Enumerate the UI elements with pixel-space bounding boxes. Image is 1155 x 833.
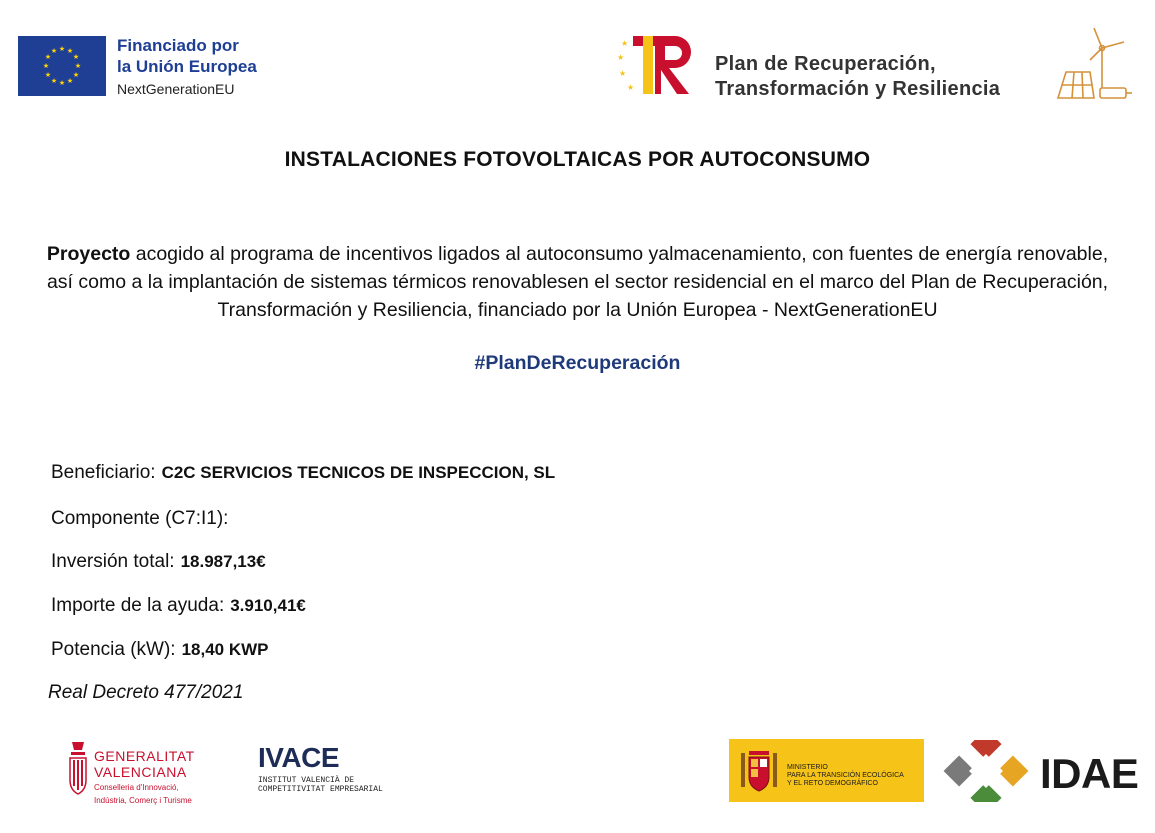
idae-wordmark: IDAE (1040, 750, 1139, 797)
eu-line-3: NextGenerationEU (117, 81, 235, 97)
svg-text:★: ★ (66, 47, 74, 55)
prtr-logo (617, 32, 697, 98)
svg-text:★: ★ (44, 53, 52, 61)
svg-text:★: ★ (72, 53, 80, 61)
generalitat-valenciana-text (94, 748, 195, 806)
power-value: 18,40 KWP (181, 640, 269, 659)
ivace-sub-1: INSTITUT VALENCIÀ DE (258, 776, 355, 785)
svg-text:★: ★ (72, 71, 80, 79)
investment-value: 18.987,13€ (180, 552, 266, 571)
ministry-logo (729, 739, 924, 802)
power-row (51, 639, 269, 661)
project-text: acogido al programa de incentivos ligados al autoconsumo yalmacenamiento, con fuentes de energía renovable, así como a la implantación de sistemas térmicos renovablesen el sector residencial en el marco del Plan de Recuperación, Transformación y Resiliencia, financiado por la Unión Europea - NextGenerationEU (46, 243, 1109, 321)
ivace-logo: IVACE (258, 742, 339, 773)
idae-emblem-icon (940, 740, 1032, 802)
eu-line-1: Financiado por (117, 36, 239, 55)
hashtag: #PlanDeRecuperación (474, 352, 681, 374)
svg-text:★: ★ (617, 53, 625, 62)
generalitat-emblem-icon (66, 740, 90, 798)
gv-name-2: VALENCIANA (94, 764, 187, 780)
ivace-sub-2: COMPETITIVITAT EMPRESARIAL (258, 785, 383, 794)
eu-funding-text (117, 35, 257, 100)
prtr-line-2: Transformación y Resiliencia (715, 78, 1001, 100)
gv-dept-2: Indústria, Comerç i Turisme (94, 796, 192, 805)
power-label: Potencia (kW): (51, 639, 176, 660)
page-title: INSTALACIONES FOTOVOLTAICAS POR AUTOCONSUMO (284, 148, 871, 171)
spain-coat-of-arms-icon (737, 745, 781, 795)
svg-text:★: ★ (74, 62, 82, 70)
project-lead: Proyecto (46, 243, 131, 265)
investment-row (51, 551, 266, 573)
project-description (40, 240, 1115, 324)
prtr-line-1: Plan de Recuperación, (715, 53, 936, 75)
prtr-text (715, 52, 1000, 102)
aid-row (51, 595, 306, 617)
svg-text:★: ★ (50, 47, 58, 55)
svg-text:★: ★ (621, 39, 629, 48)
ministry-line-1: MINISTERIO (787, 764, 828, 771)
svg-text:★: ★ (627, 83, 635, 92)
svg-text:★: ★ (66, 77, 74, 85)
ivace-subtitle (258, 776, 383, 794)
svg-text:★: ★ (50, 77, 58, 85)
solar-wind-icon (1050, 26, 1134, 104)
svg-text:★: ★ (44, 71, 52, 79)
gv-name-1: GENERALITAT (94, 748, 195, 764)
decree-text: Real Decreto 477/2021 (48, 682, 244, 703)
component-row (51, 508, 228, 530)
ministry-line-2: PARA LA TRANSICIÓN ECOLÓGICA (787, 772, 904, 779)
aid-label: Importe de la ayuda: (51, 595, 225, 616)
eu-line-2: la Unión Europea (117, 57, 257, 76)
ministry-text (787, 764, 904, 788)
svg-text:★: ★ (58, 45, 66, 53)
svg-text:★: ★ (619, 69, 627, 78)
gv-dept-1: Conselleria d'Innovació, (94, 783, 179, 792)
svg-text:★: ★ (42, 62, 50, 70)
beneficiary-value: C2C SERVICIOS TECNICOS DE INSPECCION, SL (161, 463, 556, 482)
eu-flag-logo (18, 36, 106, 96)
svg-text:★: ★ (58, 79, 66, 87)
beneficiary-row (51, 462, 555, 484)
aid-value: 3.910,41€ (230, 596, 306, 615)
component-label: Componente (C7:I1): (51, 508, 229, 529)
investment-label: Inversión total: (51, 551, 175, 572)
beneficiary-label: Beneficiario: (51, 462, 156, 483)
ministry-line-3: Y EL RETO DEMOGRÁFICO (787, 780, 878, 787)
